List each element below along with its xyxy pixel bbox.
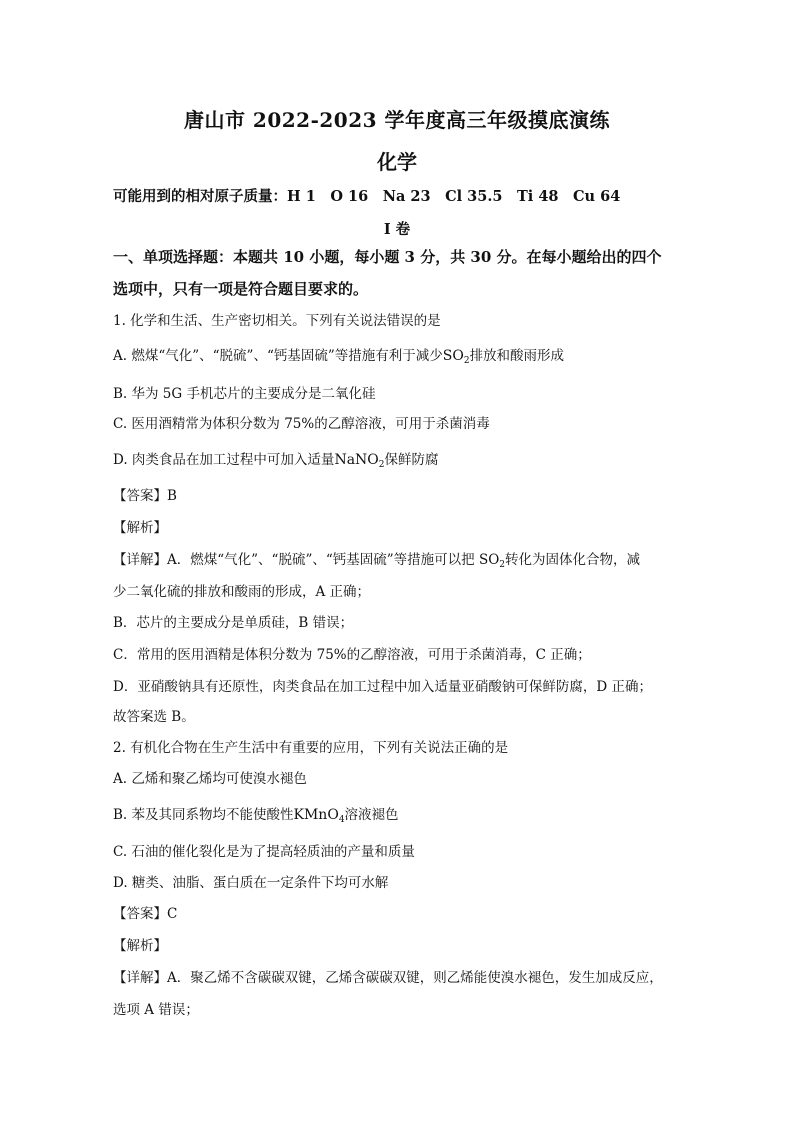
- q1-option-d-tail: 保鲜防腐: [384, 452, 439, 468]
- q2-answer: 【答案】C: [113, 906, 178, 922]
- subject-title: 化学: [377, 150, 417, 174]
- q2-detail-line-1: 【详解】A．聚乙烯不含碳碳双键，乙烯含碳碳双键，则乙烯能使溴水褪色，发生加成反应，: [113, 970, 663, 986]
- q1-option-d-formula: [334, 452, 384, 468]
- q1-stem: 1. 化学和生活、生产密切相关。下列有关说法错误的是: [113, 313, 441, 329]
- q2-option-b-formula: [294, 807, 345, 823]
- q1-detail-line-4: C．常用的医用酒精是体积分数为 75%的乙醇溶液，可用于杀菌消毒，C 正确；: [113, 647, 591, 663]
- q1-option-a: [113, 346, 682, 371]
- volume-heading: I 卷: [383, 221, 411, 238]
- detail-text-tail: 转化为固体化合物，减: [505, 552, 640, 568]
- q2-detail-line-2: 选项 A 错误；: [113, 1002, 199, 1018]
- q2-analysis-label: 【解析】: [113, 938, 167, 954]
- formula-subscript: 4: [338, 815, 345, 825]
- q1-conclusion: 故答案选 B。: [113, 709, 195, 725]
- q2-option-d: D. 糖类、油脂、蛋白质在一定条件下均可水解: [113, 875, 389, 891]
- q1-option-a-text: A. 燃煤“气化”、“脱硫”、“钙基固硫”等措施有利于减少: [113, 348, 443, 364]
- section-instruction-line-1: 一、单项选择题：本题共 10 小题，每小题 3 分，共 30 分。在每小题给出的四个: [113, 248, 662, 266]
- q1-detail-line-5: D．亚硝酸钠具有还原性，肉类食品在加工过程中加入适量亚硝酸钠可保鲜防腐，D 正确；: [113, 679, 652, 695]
- formula-subscript: 2: [499, 560, 505, 570]
- q1-option-a-tail: 排放和酸雨形成: [469, 348, 565, 364]
- q1-option-a-formula: [443, 348, 470, 364]
- q1-option-d: [113, 450, 682, 475]
- q2-option-b: [113, 805, 682, 830]
- q2-stem: 2. 有机化合物在生产生活中有重要的应用，下列有关说法正确的是: [113, 740, 509, 756]
- q2-option-b-tail: 溶液褪色: [344, 807, 399, 823]
- q1-analysis-label: 【解析】: [113, 520, 167, 536]
- formula-subscript: 2: [463, 356, 470, 366]
- q1-answer: 【答案】B: [113, 488, 177, 504]
- q2-option-c: C. 石油的催化裂化是为了提高轻质油的产量和质量: [113, 844, 415, 860]
- formula-main: NaNO: [334, 452, 379, 468]
- formula-main: SO: [442, 348, 464, 364]
- detail-text: 【详解】A．燃煤“气化”、“脱硫”、“钙基固硫”等措施可以把 SO: [113, 552, 500, 568]
- section-instruction-line-2: 选项中，只有一项是符合题目要求的。: [113, 280, 369, 298]
- formula-subscript: 2: [378, 460, 385, 470]
- formula-main: KMnO: [293, 807, 339, 823]
- q2-option-a: A. 乙烯和聚乙烯均可使溴水褪色: [113, 771, 307, 787]
- q1-option-d-text: D. 肉类食品在加工过程中可加入适量: [113, 452, 335, 468]
- atomic-masses-line: 可能用到的相对原子质量：H 1 O 16 Na 23 Cl 35.5 Ti 48 Cu 64: [113, 188, 621, 205]
- q1-detail-line-2: 少二氧化硫的排放和酸雨的形成，A 正确；: [113, 584, 371, 600]
- q1-detail-line-1: [113, 550, 682, 575]
- q2-option-b-text: B. 苯及其同系物均不能使酸性: [113, 807, 294, 823]
- q1-detail-line-3: B．芯片的主要成分是单质硅，B 错误；: [113, 615, 354, 631]
- q1-option-c: C. 医用酒精常为体积分数为 75%的乙醇溶液，可用于杀菌消毒: [113, 416, 490, 432]
- page-title: 唐山市 2022-2023 学年度高三年级摸底演练: [183, 108, 611, 132]
- q1-option-b: B. 华为 5G 手机芯片的主要成分是二氧化硅: [113, 386, 376, 402]
